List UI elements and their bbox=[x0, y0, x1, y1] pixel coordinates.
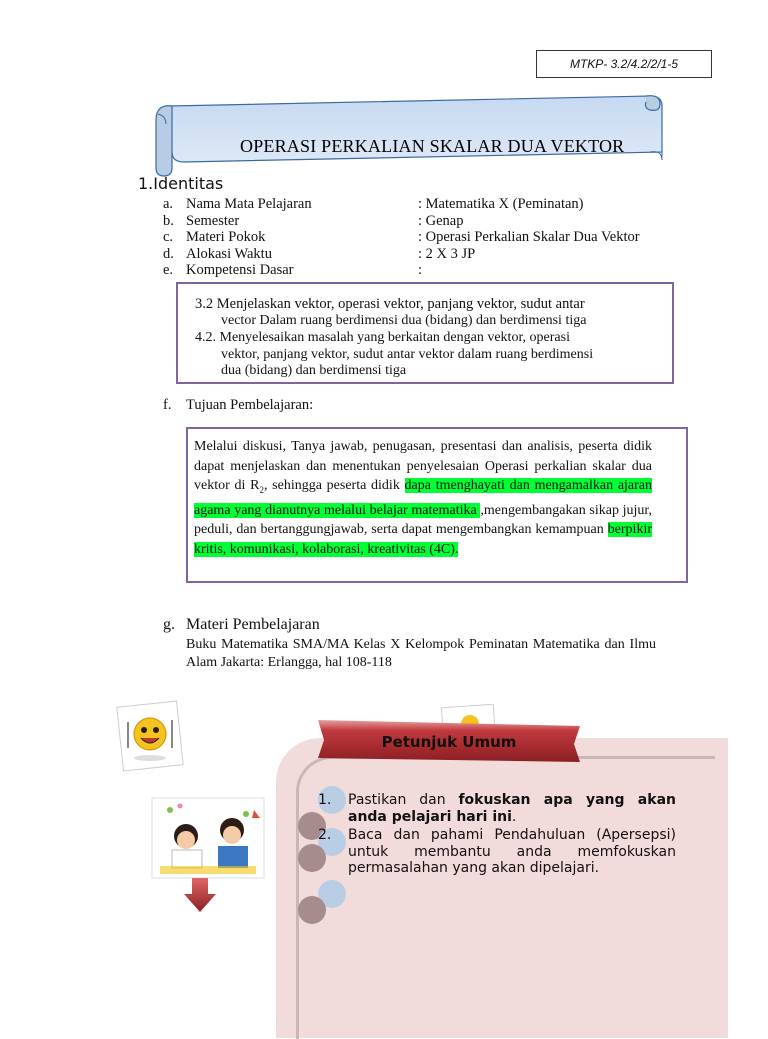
identitas-value: : Operasi Perkalian Skalar Dua Vektor bbox=[418, 229, 640, 245]
petunjuk-item bbox=[318, 792, 676, 825]
smiley-card-icon bbox=[116, 700, 184, 772]
kd2-text: Menyelesaikan masalah yang berkaitan dengan vektor, operasi bbox=[216, 330, 570, 345]
identitas-row bbox=[163, 196, 584, 212]
section-identitas-heading: 1.Identitas bbox=[138, 174, 224, 193]
identitas-row bbox=[163, 262, 422, 278]
identitas-row bbox=[163, 229, 640, 245]
identitas-label: Alokasi Waktu bbox=[186, 245, 272, 262]
petunjuk-title: Petunjuk Umum bbox=[381, 733, 517, 751]
scroll-banner bbox=[150, 90, 665, 180]
identitas-value: : bbox=[418, 262, 423, 278]
petunjuk-item bbox=[318, 827, 676, 877]
kd1-text: Menjelaskan vektor, operasi vektor, panjang vektor, sudut antar bbox=[213, 296, 585, 312]
identitas-letter: d. bbox=[163, 245, 174, 262]
tujuan-heading bbox=[163, 397, 313, 414]
tujuan-part3: ,mengembangakan sikap jujur, peduli, dan bertanggungjawab, serta dapat mengembangkan kemampuan bbox=[194, 502, 653, 538]
petunjuk-item-number: 1. bbox=[318, 792, 332, 808]
tujuan-text bbox=[194, 437, 652, 559]
petunjuk-item-text bbox=[348, 792, 676, 825]
identitas-letter: e. bbox=[163, 262, 174, 278]
document-code bbox=[536, 50, 712, 78]
kd2-line1 bbox=[195, 330, 570, 347]
identitas-letter: c. bbox=[163, 229, 174, 245]
kd1-line1 bbox=[195, 296, 585, 313]
petunjuk-item-text-post: . bbox=[511, 808, 517, 825]
kd1-line2: vector Dalam ruang berdimensi dua (bidang) dan berdimensi tiga bbox=[221, 313, 587, 328]
materi-heading bbox=[163, 616, 320, 634]
kd2-number: 4.2. bbox=[195, 330, 216, 345]
petunjuk-item-text-pre: Baca dan pahami Pendahuluan (Apersepsi) untuk membantu anda memfokuskan permasalahan yang akan dipelajari. bbox=[348, 827, 676, 876]
tujuan-letter: f. bbox=[163, 397, 172, 413]
kd1-number: 3.2 bbox=[195, 296, 214, 312]
identitas-letter: b. bbox=[163, 212, 174, 229]
identitas-letter: a. bbox=[163, 196, 174, 212]
petunjuk-item-text bbox=[348, 827, 676, 877]
tujuan-part2: , sehingga peserta didik bbox=[263, 478, 405, 494]
arrow-down-icon bbox=[182, 878, 218, 914]
materi-text: Buku Matematika SMA/MA Kelas X Kelompok Peminatan Matematika dan Ilmu Alam Jakarta: Erlangga, hal 108-118 bbox=[186, 637, 656, 670]
page-title: OPERASI PERKALIAN SKALAR DUA VEKTOR bbox=[240, 136, 625, 156]
identitas-row bbox=[163, 246, 475, 262]
tujuan-subscript: 2 bbox=[259, 484, 264, 495]
petunjuk-item-number: 2. bbox=[318, 827, 332, 843]
petunjuk-list bbox=[318, 792, 676, 879]
petunjuk-item-text-bold: fokuskan apa yang akan anda pelajari hari ini bbox=[348, 792, 676, 825]
tujuan-highlight-1: dapa tmenghayati dan mengamalkan ajaran agama yang dianutnya melalui belajar matematika bbox=[194, 478, 653, 518]
materi-label: Materi Pembelajaran bbox=[186, 616, 320, 633]
tujuan-label: Tujuan Pembelajaran: bbox=[186, 397, 314, 413]
materi-letter: g. bbox=[163, 616, 175, 633]
identitas-label: Nama Mata Pelajaran bbox=[186, 196, 312, 212]
identitas-value: : Genap bbox=[418, 212, 464, 229]
students-studying-illustration bbox=[150, 796, 266, 880]
identitas-label: Kompetensi Dasar bbox=[186, 262, 294, 278]
identitas-value: : 2 X 3 JP bbox=[418, 245, 476, 262]
document-code-text: MTKP- 3.2/4.2/2/1-5 bbox=[569, 57, 679, 71]
identitas-label: Materi Pokok bbox=[186, 229, 266, 245]
petunjuk-item-text-pre: Pastikan dan bbox=[348, 792, 459, 808]
kd2-line3: dua (bidang) dan berdimensi tiga bbox=[221, 363, 407, 378]
identitas-label: Semester bbox=[186, 212, 240, 229]
decor-circle bbox=[298, 896, 326, 924]
identitas-value: : Matematika X (Peminatan) bbox=[418, 196, 584, 212]
tujuan-highlight-2: berpikir kritis, komunikasi, kolaborasi, kreativitas (4C). bbox=[194, 522, 652, 557]
identitas-row bbox=[163, 213, 464, 229]
kd2-line2: vektor, panjang vektor, sudut antar vektor dalam ruang berdimensi bbox=[221, 346, 594, 362]
tujuan-part1: Melalui diskusi, Tanya jawab, penugasan, presentasi dan analisis, peserta didik dapat menjelaskan dan menentukan penyelesaian Operasi perkalian skalar dua vektor di R bbox=[194, 439, 652, 494]
